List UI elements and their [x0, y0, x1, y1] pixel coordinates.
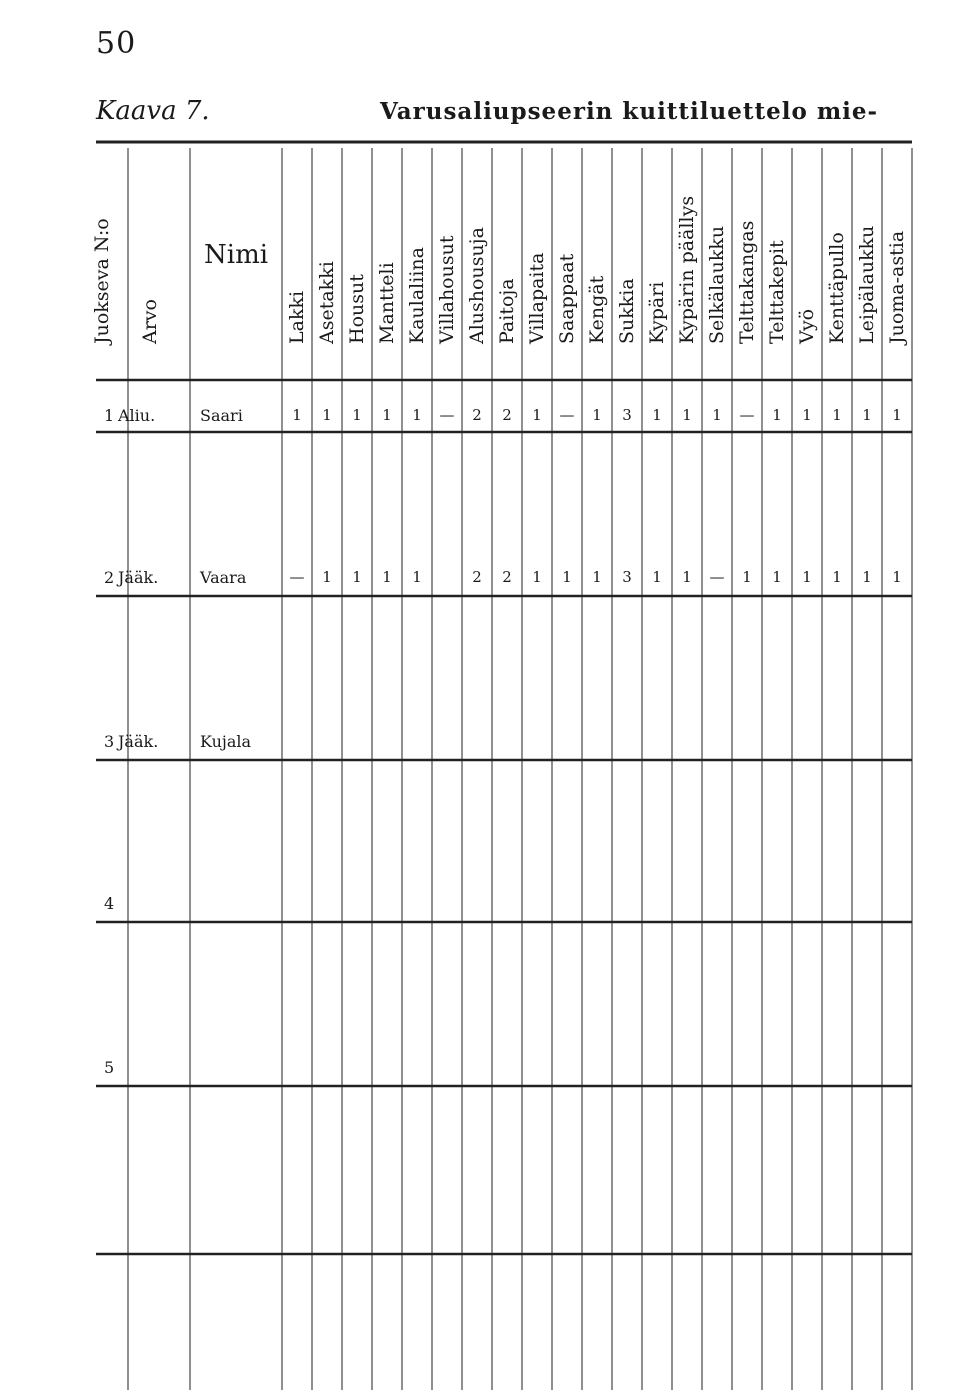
table-cell: 1	[682, 568, 692, 586]
table-cell: 1	[352, 568, 362, 586]
row-rank: Jääk.	[118, 568, 159, 587]
table-cell: 1	[562, 568, 572, 586]
table-cell: 1	[772, 568, 782, 586]
table-cell: —	[739, 406, 755, 424]
header-item: Alushousuja	[466, 227, 488, 344]
header-rank: Arvo	[139, 299, 161, 344]
page-title: Varusaliupseerin kuittiluettelo mie-	[380, 98, 879, 125]
header-number: Juokseva N:o	[91, 218, 113, 344]
table-cell: 1	[352, 406, 362, 424]
table-cell: 1	[412, 406, 422, 424]
table-cell: 1	[712, 406, 722, 424]
table-cell: 1	[292, 406, 302, 424]
table-cell: 1	[652, 406, 662, 424]
header-item: Saappaat	[556, 253, 578, 344]
header-item: Housut	[346, 274, 368, 344]
table-cell: 1	[652, 568, 662, 586]
table-cell: —	[289, 568, 305, 586]
header-item: Paitoja	[496, 278, 518, 344]
table-cell: 1	[382, 568, 392, 586]
table-cell: 1	[532, 406, 542, 424]
table-cell: 1	[682, 406, 692, 424]
table-cell: 1	[592, 406, 602, 424]
table-cell: 1	[832, 568, 842, 586]
header-item: Kenttäpullo	[826, 232, 848, 344]
header-item: Selkälaukku	[706, 225, 728, 344]
row-number: 2	[104, 568, 115, 587]
header-item: Kengät	[586, 275, 608, 344]
table-cell: 1	[382, 406, 392, 424]
header-item: Villahousut	[436, 235, 458, 344]
page-number: 50	[96, 26, 137, 61]
table-cell: 1	[322, 406, 332, 424]
table-cell: 1	[892, 568, 902, 586]
header-item: Kypäri	[646, 281, 668, 344]
table-cell: 2	[472, 568, 482, 586]
header-name: Nimi	[204, 240, 269, 270]
table-cell: 1	[742, 568, 752, 586]
table-cell: 1	[412, 568, 422, 586]
form-label: Kaava 7.	[96, 96, 210, 126]
table-cell: 1	[772, 406, 782, 424]
table-cell: 2	[472, 406, 482, 424]
table-cell: 1	[862, 568, 872, 586]
table-cell: 1	[892, 406, 902, 424]
row-rank: Jääk.	[118, 732, 159, 751]
table-cell: —	[439, 406, 455, 424]
row-name: Kujala	[200, 732, 252, 751]
header-item: Lakki	[286, 290, 308, 344]
header-item: Vyö	[796, 308, 818, 344]
row-number: 5	[104, 1058, 115, 1077]
table-cell: 1	[832, 406, 842, 424]
header-item: Kaulaliina	[406, 247, 428, 344]
table-cell: 1	[592, 568, 602, 586]
table-cell: 1	[802, 406, 812, 424]
row-name: Vaara	[200, 568, 247, 587]
table-cell: 3	[622, 568, 632, 586]
table-cell: 1	[802, 568, 812, 586]
header-item: Telttakangas	[736, 220, 758, 344]
table-cell: —	[559, 406, 575, 424]
header-item: Asetakki	[316, 261, 338, 344]
header-item: Sukkia	[616, 278, 638, 344]
table-cell: 3	[622, 406, 632, 424]
header-item: Villapaita	[526, 252, 548, 344]
header-item: Kypärin päällys	[676, 195, 698, 344]
table-cell: —	[709, 568, 725, 586]
header-item: Leipälaukku	[856, 225, 878, 344]
header-item: Mantteli	[376, 262, 398, 344]
row-number: 4	[104, 894, 115, 913]
row-number: 1	[104, 406, 115, 425]
table-cell: 2	[502, 568, 512, 586]
header-item: Juoma-astia	[886, 230, 908, 344]
table-cell: 1	[322, 568, 332, 586]
table-cell: 1	[862, 406, 872, 424]
row-rank: Aliu.	[118, 406, 156, 425]
header-item: Telttakepit	[766, 240, 788, 344]
table-cell: 1	[532, 568, 542, 586]
table-cell: 2	[502, 406, 512, 424]
row-name: Saari	[200, 406, 243, 425]
row-number: 3	[104, 732, 115, 751]
